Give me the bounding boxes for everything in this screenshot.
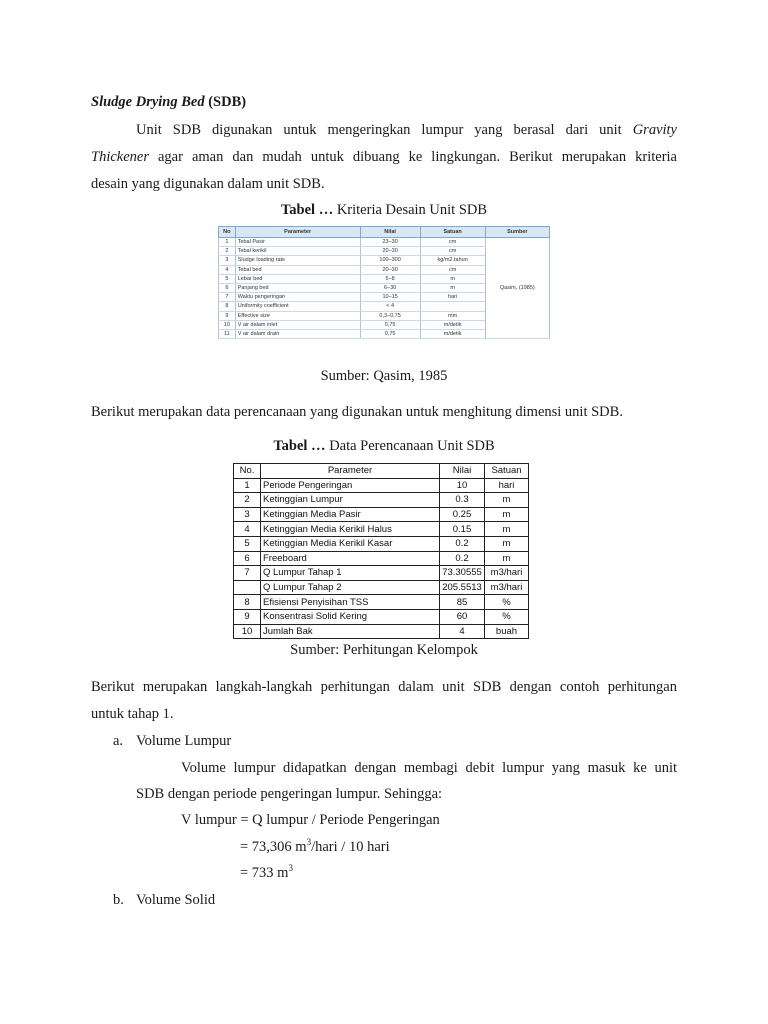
design-criteria-table [218, 226, 550, 339]
table-cell: m3/hari [485, 580, 529, 595]
header-cell: Parameter [235, 227, 360, 238]
table-header-row [219, 227, 550, 238]
equation-2 [240, 838, 390, 856]
table-cell: Q Lumpur Tahap 1 [261, 566, 440, 581]
step-a-title: Volume Lumpur [136, 733, 232, 749]
table2-caption [91, 437, 677, 455]
step-b-title: Volume Solid [136, 892, 216, 908]
table-cell: 73.30555 [440, 566, 485, 581]
table-cell: 6–30 [360, 283, 420, 292]
table-cell: 11 [219, 329, 236, 338]
table-cell: 0.25 [440, 507, 485, 522]
para1-line1 [136, 121, 677, 139]
section-heading [91, 93, 246, 111]
planning-data-table [233, 463, 529, 639]
table-cell: < 4 [360, 302, 420, 311]
table-row [234, 609, 529, 624]
table-cell: Waktu pengeringan [235, 293, 360, 302]
table-cell: 8 [234, 595, 261, 610]
table-cell: 5–8 [360, 274, 420, 283]
header-cell: Nilai [360, 227, 420, 238]
table-cell: 4 [234, 522, 261, 537]
step-a-line2: SDB dengan periode pengeringan lumpur. Sehingga: [136, 786, 443, 802]
table-cell: m [420, 274, 485, 283]
table-cell: Uniformity coefficient [235, 302, 360, 311]
para1-italic: Gravity [632, 122, 677, 138]
table-cell: 85 [440, 595, 485, 610]
header-cell: No [219, 227, 236, 238]
table-cell: Konsentrasi Solid Kering [261, 609, 440, 624]
table-row [234, 478, 529, 493]
table-cell: Q Lumpur Tahap 2 [261, 580, 440, 595]
table1-source: Sumber: Qasim, 1985 [320, 368, 448, 384]
table-row [234, 566, 529, 581]
table-cell: 100–300 [360, 256, 420, 265]
table-cell: Effective size [235, 311, 360, 320]
table-cell: 20–30 [360, 265, 420, 274]
table-cell: 0,75 [360, 329, 420, 338]
para2: Berikut merupakan data perencanaan yang digunakan untuk menghitung dimensi unit SDB. [91, 404, 623, 420]
header-cell: Sumber [485, 227, 549, 238]
para1-line3: desain yang digunakan dalam unit SDB. [91, 176, 325, 192]
header-cell: Nilai [440, 464, 485, 479]
table-cell: 0.2 [440, 551, 485, 566]
list-marker-a: a. [113, 733, 124, 749]
table-cell: Periode Pengeringan [261, 478, 440, 493]
table-cell: m [485, 507, 529, 522]
source-cell: Qasim, (1985) [485, 238, 549, 339]
equation-3 [240, 864, 293, 882]
table-cell: V air dalam drain [235, 329, 360, 338]
table-cell: 2 [234, 493, 261, 508]
table-cell: 1 [234, 478, 261, 493]
eq2-superscript: 3 [306, 837, 312, 848]
table-cell: m [485, 536, 529, 551]
table-cell: m/detik [420, 329, 485, 338]
eq3-superscript: 3 [288, 863, 293, 874]
equation-1: V lumpur = Q lumpur / Periode Pengeringan [181, 812, 440, 828]
table-cell: 0.15 [440, 522, 485, 537]
para1-italic: Thickener [91, 149, 149, 165]
table-row [234, 536, 529, 551]
table-cell: 2 [219, 247, 236, 256]
table-cell: hari [420, 293, 485, 302]
para1-text: Unit SDB digunakan untuk mengeringkan lumpur yang berasal dari unit [136, 122, 633, 138]
heading-suffix: (SDB) [204, 94, 247, 110]
table2-source: Sumber: Perhitungan Kelompok [290, 642, 478, 658]
table-cell [234, 580, 261, 595]
table-cell: % [485, 595, 529, 610]
table-cell: 10 [440, 478, 485, 493]
table-cell: 205.5513 [440, 580, 485, 595]
table-cell: 10–15 [360, 293, 420, 302]
table-cell: buah [485, 624, 529, 639]
table-cell: m [420, 283, 485, 292]
table-row [234, 551, 529, 566]
table-cell: Tebal bed [235, 265, 360, 274]
table-cell: Jumlah Bak [261, 624, 440, 639]
table-cell: 5 [219, 274, 236, 283]
table-cell: 1 [219, 238, 236, 247]
table-cell: 0,75 [360, 320, 420, 329]
table-cell: m [485, 551, 529, 566]
table-cell: Panjang bed [235, 283, 360, 292]
table-cell: mm [420, 311, 485, 320]
table-cell: 4 [440, 624, 485, 639]
eq2-left: = 73,306 m [240, 839, 307, 855]
header-cell: Satuan [420, 227, 485, 238]
table-cell: 0,3–0,75 [360, 311, 420, 320]
table-cell: 6 [234, 551, 261, 566]
table-cell: 9 [234, 609, 261, 624]
table-cell: Lebar bed [235, 274, 360, 283]
header-cell: No. [234, 464, 261, 479]
table-cell: m3/hari [485, 566, 529, 581]
table-row [234, 522, 529, 537]
table-cell: 6 [219, 283, 236, 292]
table1-caption-text: Kriteria Desain Unit SDB [333, 202, 488, 218]
table-cell: 0.3 [440, 493, 485, 508]
table-cell: 3 [219, 256, 236, 265]
para1-line2 [91, 148, 677, 166]
table-cell: 7 [219, 293, 236, 302]
table-cell: Ketinggian Media Pasir [261, 507, 440, 522]
table2-caption-text: Data Perencanaan Unit SDB [325, 438, 495, 454]
table-cell: Freeboard [261, 551, 440, 566]
table-cell: 8 [219, 302, 236, 311]
table-cell: 10 [234, 624, 261, 639]
table-cell: Ketinggian Media Kerikil Kasar [261, 536, 440, 551]
table-row [234, 493, 529, 508]
table-cell: V air dalam inlet [235, 320, 360, 329]
table-row [219, 238, 550, 247]
table-cell: 10 [219, 320, 236, 329]
eq3-left: = 733 m [240, 865, 289, 881]
para1-text: agar aman dan mudah untuk dibuang ke lingkungan. Berikut merupakan kriteria [148, 149, 677, 165]
step-a-line1: Volume lumpur didapatkan dengan membagi debit lumpur yang masuk ke unit [181, 760, 677, 776]
table-cell: Ketinggian Lumpur [261, 493, 440, 508]
table-cell: kg/m2.tahun [420, 256, 485, 265]
table-row [234, 507, 529, 522]
table-cell: hari [485, 478, 529, 493]
heading-italic: Sludge Drying Bed [91, 94, 205, 110]
table-cell: 23–30 [360, 238, 420, 247]
table1-caption-label: Tabel … [280, 202, 334, 218]
table-cell: Ketinggian Media Kerikil Halus [261, 522, 440, 537]
table-cell: Efisiensi Penyisihan TSS [261, 595, 440, 610]
header-cell: Satuan [485, 464, 529, 479]
table-row [234, 580, 529, 595]
table-cell: 0.2 [440, 536, 485, 551]
list-marker-b: b. [113, 892, 124, 908]
table-cell: m/detik [420, 320, 485, 329]
para3-line1: Berikut merupakan langkah-langkah perhitungan dalam unit SDB dengan contoh perhitungan [91, 679, 677, 695]
table-cell: 20–30 [360, 247, 420, 256]
table-cell: cm [420, 247, 485, 256]
para3-line2: untuk tahap 1. [91, 706, 174, 722]
header-cell: Parameter [261, 464, 440, 479]
table-cell: 9 [219, 311, 236, 320]
table1-caption [91, 201, 677, 219]
table-cell [420, 302, 485, 311]
table-row [234, 595, 529, 610]
table-cell: 5 [234, 536, 261, 551]
table-cell: Tebal Pasir [235, 238, 360, 247]
table-cell: m [485, 522, 529, 537]
table-cell: Sludge loading rate [235, 256, 360, 265]
table-row [234, 624, 529, 639]
table-cell: cm [420, 238, 485, 247]
table-cell: 60 [440, 609, 485, 624]
table-cell: 4 [219, 265, 236, 274]
table-header-row [234, 464, 529, 479]
table-cell: % [485, 609, 529, 624]
table-cell: cm [420, 265, 485, 274]
table-cell: Tebal kerikil [235, 247, 360, 256]
table-cell: 3 [234, 507, 261, 522]
table2-caption-label: Tabel … [273, 438, 326, 454]
eq2-right: /hari / 10 hari [311, 839, 390, 855]
table-cell: 7 [234, 566, 261, 581]
table-cell: m [485, 493, 529, 508]
